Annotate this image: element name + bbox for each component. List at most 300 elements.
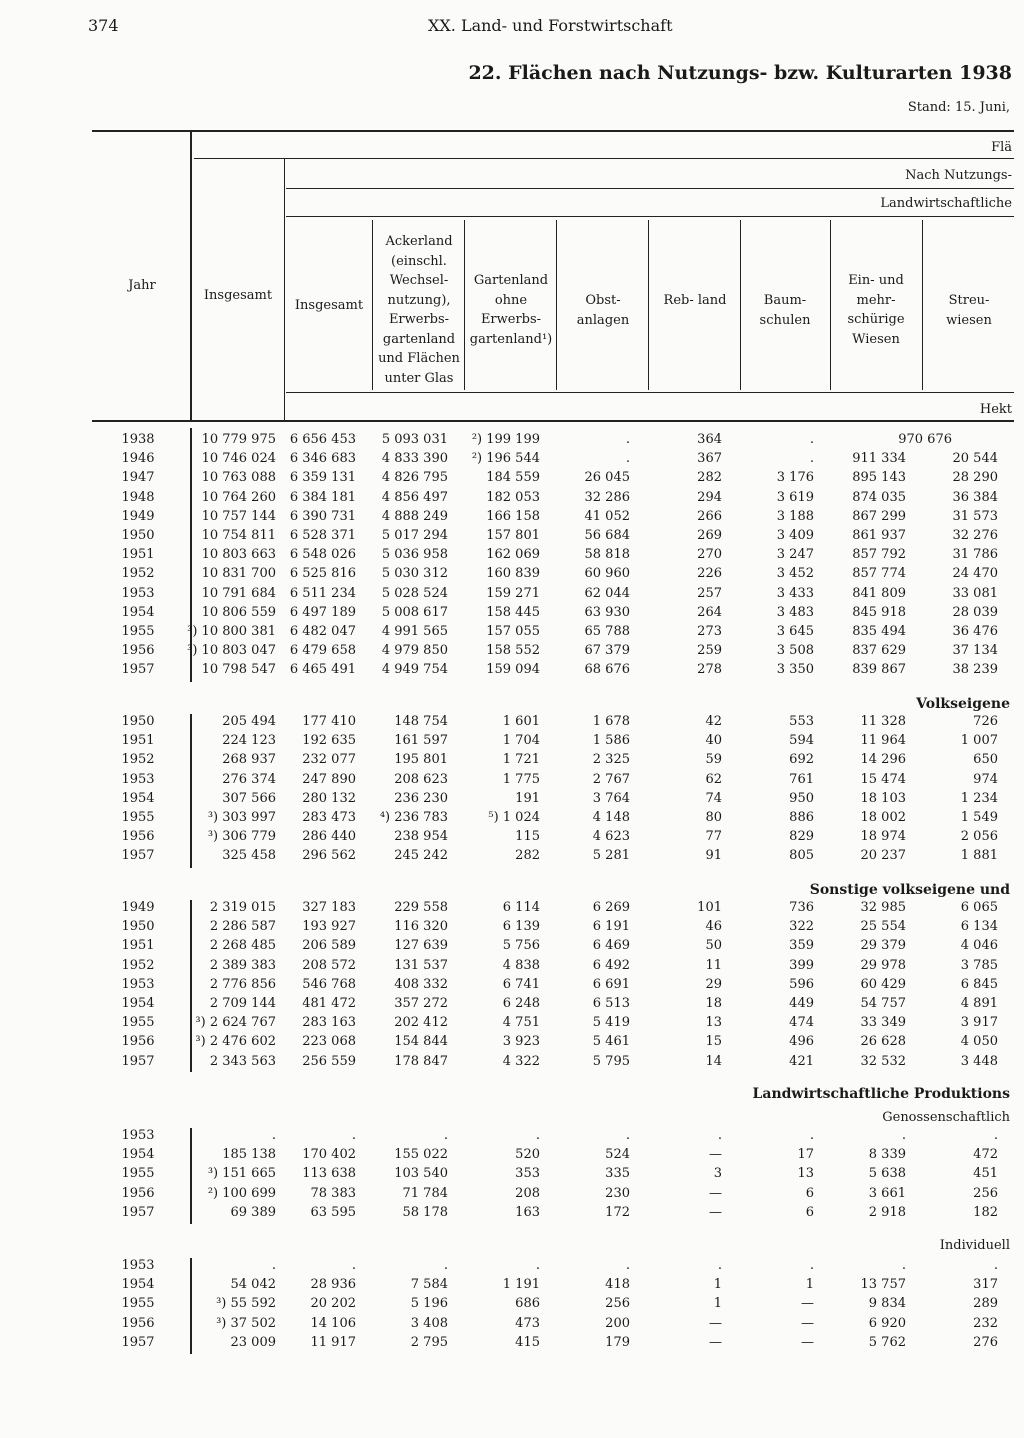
table-row bbox=[0, 624, 1024, 643]
chapter-title: XX. Land- und Forstwirtschaft bbox=[428, 16, 673, 35]
cell-obst: 56 684 bbox=[584, 528, 630, 543]
cell-year: 1956 bbox=[121, 1185, 155, 1201]
cell-year: 1954 bbox=[121, 790, 155, 806]
cell-baum: 474 bbox=[789, 1015, 814, 1031]
cell-streu: 3 785 bbox=[960, 957, 998, 973]
cell-baum: . bbox=[809, 451, 814, 467]
header-divider-4 bbox=[648, 220, 649, 390]
cell-streu: . bbox=[993, 1258, 998, 1273]
cell-wiesen: 867 299 bbox=[852, 508, 906, 524]
header-divider-1 bbox=[372, 220, 373, 390]
cell-reb: 273 bbox=[697, 624, 722, 639]
table-row bbox=[0, 432, 1024, 451]
cell-total: . bbox=[271, 1128, 276, 1143]
cell-year: 1947 bbox=[121, 470, 155, 486]
cell-acker: 116 320 bbox=[394, 919, 448, 935]
cell-acker: 245 242 bbox=[394, 848, 448, 864]
col-head-obstanlagen: Obst- anlagen bbox=[576, 293, 630, 328]
cell-baum: 886 bbox=[789, 810, 814, 825]
cell-streu: 33 081 bbox=[952, 585, 998, 601]
cell-wiesen: 13 757 bbox=[860, 1277, 906, 1293]
cell-total: 224 123 bbox=[222, 733, 276, 749]
cell-wiesen: 29 978 bbox=[860, 957, 906, 973]
cell-streu: 472 bbox=[973, 1147, 998, 1163]
cell-reb: — bbox=[709, 1315, 722, 1331]
cell-wiesen: 857 774 bbox=[852, 566, 906, 582]
cell-total: 2 286 587 bbox=[209, 919, 276, 935]
cell-lw: 193 927 bbox=[302, 919, 356, 935]
cell-wiesen: 26 628 bbox=[860, 1034, 906, 1050]
cell-reb: 3 bbox=[713, 1166, 722, 1182]
cell-obst: 26 045 bbox=[584, 470, 630, 486]
cell-acker: 4 856 497 bbox=[381, 489, 448, 505]
cell-streu: 232 bbox=[973, 1315, 998, 1331]
cell-streu: 4 046 bbox=[960, 938, 998, 954]
table-row bbox=[0, 1186, 1024, 1205]
cell-baum: 359 bbox=[789, 938, 814, 954]
cell-acker: 127 639 bbox=[394, 938, 448, 954]
cell-obst: 63 930 bbox=[584, 604, 630, 620]
cell-wiesen: 911 334 bbox=[852, 451, 906, 467]
cell-lw: 6 511 234 bbox=[289, 585, 356, 601]
table-row bbox=[0, 470, 1024, 489]
table-row bbox=[0, 451, 1024, 470]
cell-total: . bbox=[271, 1258, 276, 1273]
cell-garten: 1 721 bbox=[502, 752, 540, 768]
cell-acker: 4 826 795 bbox=[381, 470, 448, 486]
cell-wiesen: 839 867 bbox=[852, 662, 906, 678]
cell-garten: 158 445 bbox=[486, 604, 540, 620]
cell-year: 1957 bbox=[121, 1334, 155, 1350]
cell-streu: 276 bbox=[973, 1334, 998, 1350]
cell-obst: 335 bbox=[605, 1166, 630, 1182]
cell-reb: 14 bbox=[705, 1053, 722, 1069]
cell-obst: 68 676 bbox=[584, 662, 630, 678]
cell-reb: 80 bbox=[705, 810, 722, 825]
cell-year: 1952 bbox=[121, 566, 155, 582]
table-row bbox=[0, 977, 1024, 996]
cell-garten: 1 191 bbox=[502, 1277, 540, 1293]
table-row bbox=[0, 733, 1024, 752]
cell-reb: 13 bbox=[705, 1015, 722, 1031]
cell-obst: 62 044 bbox=[584, 585, 630, 601]
cell-wiesen: 861 937 bbox=[852, 528, 906, 543]
cell-acker: . bbox=[443, 1128, 448, 1143]
cell-baum: 3 645 bbox=[776, 624, 814, 639]
section-subtitle-individuell: Individuell bbox=[939, 1238, 1010, 1253]
cell-total: 10 791 684 bbox=[201, 585, 276, 601]
cell-reb: 101 bbox=[697, 900, 722, 915]
cell-baum: 3 508 bbox=[776, 643, 814, 659]
section-title-volkseigene: Volkseigene bbox=[916, 696, 1010, 712]
cell-wiesen: 857 792 bbox=[852, 547, 906, 563]
cell-baum: . bbox=[809, 432, 814, 447]
cell-total: ³) 303 997 bbox=[207, 810, 276, 825]
cell-reb: 77 bbox=[705, 829, 722, 845]
cell-acker: 3 408 bbox=[410, 1315, 448, 1331]
cell-lw: 63 595 bbox=[310, 1204, 356, 1220]
cell-baum: 13 bbox=[797, 1166, 814, 1182]
cell-year: 1957 bbox=[121, 1053, 155, 1069]
cell-lw: 6 359 131 bbox=[289, 470, 356, 486]
cell-obst: 200 bbox=[605, 1315, 630, 1331]
table-row bbox=[0, 1316, 1024, 1335]
section-title-sonstige: Sonstige volkseigene und bbox=[809, 882, 1010, 898]
section-title-lpg: Landwirtschaftliche Produktions bbox=[752, 1086, 1010, 1102]
cell-year: 1955 bbox=[121, 1166, 155, 1182]
cell-year: 1956 bbox=[121, 829, 155, 845]
header-rule-flaeche bbox=[194, 158, 1014, 159]
cell-lw: 6 525 816 bbox=[289, 566, 356, 582]
cell-lw: 6 384 181 bbox=[289, 489, 356, 505]
cell-lw: 6 346 683 bbox=[289, 451, 356, 467]
cell-year: 1948 bbox=[121, 489, 155, 505]
cell-garten: 184 559 bbox=[486, 470, 540, 486]
cell-total: 2 319 015 bbox=[209, 900, 276, 915]
cell-wiesen: 18 103 bbox=[860, 790, 906, 806]
cell-acker: 4 991 565 bbox=[381, 624, 448, 639]
cell-baum: 553 bbox=[789, 714, 814, 729]
cell-wiesen: 32 532 bbox=[860, 1053, 906, 1069]
cell-obst: 6 469 bbox=[592, 938, 630, 954]
cell-total: 325 458 bbox=[222, 848, 276, 864]
table-title: 22. Flächen nach Nutzungs- bzw. Kulturarten 1938 bbox=[468, 62, 1012, 84]
cell-year: 1951 bbox=[121, 547, 155, 563]
cell-acker: 238 954 bbox=[394, 829, 448, 845]
cell-baum: 3 350 bbox=[776, 662, 814, 678]
cell-reb: 270 bbox=[697, 547, 722, 563]
cell-streu: 451 bbox=[973, 1166, 998, 1182]
group-landw: Landwirtschaftliche bbox=[880, 196, 1012, 211]
cell-year: 1950 bbox=[121, 714, 155, 729]
cell-wiesen: . bbox=[901, 1128, 906, 1143]
cell-year: 1955 bbox=[121, 1015, 155, 1031]
cell-lw: 206 589 bbox=[302, 938, 356, 954]
cell-total: ³) 55 592 bbox=[216, 1296, 276, 1312]
cell-acker: 4 979 850 bbox=[381, 643, 448, 659]
cell-obst: 58 818 bbox=[584, 547, 630, 563]
cell-wiesen: 3 661 bbox=[868, 1185, 906, 1201]
cell-garten: 1 704 bbox=[502, 733, 540, 749]
cell-baum: 829 bbox=[789, 829, 814, 845]
cell-wiesen: . bbox=[901, 1258, 906, 1273]
cell-wiesen: 25 554 bbox=[860, 919, 906, 935]
cell-baum: 17 bbox=[797, 1147, 814, 1163]
cell-acker: 5 028 524 bbox=[381, 585, 448, 601]
cell-lw: 283 473 bbox=[302, 810, 356, 825]
cell-wiesen: 54 757 bbox=[860, 996, 906, 1011]
cell-obst: . bbox=[625, 1128, 630, 1143]
cell-reb: — bbox=[709, 1204, 722, 1220]
table-row bbox=[0, 509, 1024, 528]
header-divider-5 bbox=[740, 220, 741, 390]
cell-wiesen: 837 629 bbox=[852, 643, 906, 659]
cell-reb: 40 bbox=[705, 733, 722, 749]
cell-acker: 208 623 bbox=[394, 771, 448, 787]
cell-garten: 1 601 bbox=[502, 714, 540, 729]
cell-year: 1951 bbox=[121, 733, 155, 749]
table-row bbox=[0, 938, 1024, 957]
cell-streu: 3 448 bbox=[960, 1053, 998, 1069]
cell-obst: 418 bbox=[605, 1277, 630, 1293]
cell-obst: 4 623 bbox=[592, 829, 630, 845]
cell-baum: 594 bbox=[789, 733, 814, 749]
header-divider-jahr bbox=[190, 130, 192, 420]
cell-obst: 6 691 bbox=[592, 976, 630, 992]
cell-total: 2 343 563 bbox=[209, 1053, 276, 1069]
cell-garten: 115 bbox=[515, 829, 540, 845]
cell-streu: 974 bbox=[973, 771, 998, 787]
cell-wiesen: 33 349 bbox=[860, 1015, 906, 1031]
cell-acker: 4 949 754 bbox=[381, 662, 448, 678]
cell-acker: 5 030 312 bbox=[381, 566, 448, 582]
cell-reb: 59 bbox=[705, 752, 722, 768]
cell-streu: 36 384 bbox=[952, 489, 998, 505]
cell-acker: . bbox=[443, 1258, 448, 1273]
cell-year: 1954 bbox=[121, 996, 155, 1011]
cell-acker: 148 754 bbox=[394, 714, 448, 729]
cell-total: ³) 10 803 047 bbox=[187, 643, 276, 659]
cell-acker: 178 847 bbox=[394, 1053, 448, 1069]
cell-reb: 1 bbox=[713, 1296, 722, 1312]
cell-garten: 4 322 bbox=[502, 1053, 540, 1069]
cell-baum: 3 247 bbox=[776, 547, 814, 563]
table-row bbox=[0, 547, 1024, 566]
cell-streu: 20 544 bbox=[952, 451, 998, 467]
cell-wiesen: 32 985 bbox=[860, 900, 906, 915]
cell-total: 10 798 547 bbox=[201, 662, 276, 678]
header-bottom-rule bbox=[92, 420, 1014, 422]
group-nutzung: Nach Nutzungs- bbox=[905, 168, 1012, 183]
cell-garten: ²) 199 199 bbox=[471, 432, 540, 447]
cell-acker: 155 022 bbox=[394, 1147, 448, 1163]
cell-acker: 202 412 bbox=[394, 1015, 448, 1031]
cell-reb: 29 bbox=[705, 976, 722, 992]
table-row bbox=[0, 566, 1024, 585]
cell-lw: 546 768 bbox=[302, 976, 356, 992]
cell-baum: 761 bbox=[789, 771, 814, 787]
cell-streu: 24 470 bbox=[952, 566, 998, 582]
cell-year: 1957 bbox=[121, 1204, 155, 1220]
cell-acker: 4 833 390 bbox=[381, 451, 448, 467]
cell-reb: 257 bbox=[697, 585, 722, 601]
cell-total: 268 937 bbox=[222, 752, 276, 768]
cell-year: 1953 bbox=[121, 1128, 155, 1143]
cell-year: 1946 bbox=[121, 451, 155, 467]
cell-baum: 3 452 bbox=[776, 566, 814, 582]
cell-lw: 481 472 bbox=[302, 996, 356, 1011]
cell-obst: 179 bbox=[605, 1334, 630, 1350]
cell-lw: 170 402 bbox=[302, 1147, 356, 1163]
cell-obst: 1 678 bbox=[592, 714, 630, 729]
cell-baum: 421 bbox=[789, 1053, 814, 1069]
table-row bbox=[0, 1205, 1024, 1224]
cell-garten: 160 839 bbox=[486, 566, 540, 582]
cell-reb: 278 bbox=[697, 662, 722, 678]
cell-baum: 3 176 bbox=[776, 470, 814, 486]
cell-acker: 58 178 bbox=[402, 1204, 448, 1220]
cell-total: 2 776 856 bbox=[209, 976, 276, 992]
cell-reb: 15 bbox=[705, 1034, 722, 1050]
table-row bbox=[0, 752, 1024, 771]
cell-reb: 18 bbox=[705, 996, 722, 1011]
cell-wiesen: 15 474 bbox=[860, 771, 906, 787]
cell-wiesen: 14 296 bbox=[860, 752, 906, 768]
cell-baum: — bbox=[801, 1315, 814, 1331]
cell-lw: 6 390 731 bbox=[289, 508, 356, 524]
cell-baum: 322 bbox=[789, 919, 814, 935]
cell-obst: . bbox=[625, 1258, 630, 1273]
col-head-streuwiesen: Streu- wiesen bbox=[946, 293, 992, 328]
cell-reb: 367 bbox=[697, 451, 722, 467]
section-subtitle-genossenschaftlich: Genossenschaftlich bbox=[882, 1110, 1010, 1125]
cell-baum: 3 433 bbox=[776, 585, 814, 601]
cell-baum: 736 bbox=[789, 900, 814, 915]
cell-wiesen: 5 638 bbox=[868, 1166, 906, 1182]
cell-total: ³) 10 800 381 bbox=[187, 624, 276, 639]
cell-total: ³) 306 779 bbox=[207, 829, 276, 845]
cell-lw: 6 465 491 bbox=[289, 662, 356, 678]
cell-obst: 5 419 bbox=[592, 1015, 630, 1031]
cell-lw: 28 936 bbox=[310, 1277, 356, 1293]
cell-baum: 3 188 bbox=[776, 508, 814, 524]
cell-wiesen: 18 974 bbox=[860, 829, 906, 845]
cell-total: ³) 151 665 bbox=[207, 1166, 276, 1182]
table-row bbox=[0, 1128, 1024, 1147]
cell-year: 1955 bbox=[121, 810, 155, 825]
cell-garten: 1 775 bbox=[502, 771, 540, 787]
cell-total: 10 764 260 bbox=[201, 489, 276, 505]
cell-streu: 28 290 bbox=[952, 470, 998, 486]
cell-total: 10 803 663 bbox=[201, 547, 276, 563]
cell-baum: — bbox=[801, 1296, 814, 1312]
cell-baum: 449 bbox=[789, 996, 814, 1011]
cell-reb: — bbox=[709, 1147, 722, 1163]
group-flaeche: Flä bbox=[991, 140, 1012, 155]
cell-total: 10 746 024 bbox=[201, 451, 276, 467]
cell-lw: 6 528 371 bbox=[289, 528, 356, 543]
table-row bbox=[0, 528, 1024, 547]
cell-year: 1954 bbox=[121, 1277, 155, 1293]
cell-baum: 1 bbox=[805, 1277, 814, 1293]
cell-garten: . bbox=[535, 1128, 540, 1143]
cell-reb: 264 bbox=[697, 604, 722, 620]
cell-streu: 6 065 bbox=[960, 900, 998, 915]
cell-total: ³) 37 502 bbox=[216, 1315, 276, 1331]
cell-lw: 78 383 bbox=[310, 1185, 356, 1201]
cell-year: 1956 bbox=[121, 643, 155, 659]
cell-lw: . bbox=[351, 1128, 356, 1143]
cell-total: 10 757 144 bbox=[201, 508, 276, 524]
cell-baum: 692 bbox=[789, 752, 814, 768]
cell-acker: 71 784 bbox=[402, 1185, 448, 1201]
cell-garten: . bbox=[535, 1258, 540, 1273]
header-rule-landw bbox=[286, 216, 1014, 217]
table-row bbox=[0, 1054, 1024, 1073]
cell-total: 2 389 383 bbox=[209, 957, 276, 973]
page-number: 374 bbox=[88, 16, 119, 35]
cell-garten: ⁵) 1 024 bbox=[488, 810, 540, 825]
col-head-jahr: Jahr bbox=[128, 278, 156, 293]
cell-garten: 520 bbox=[515, 1147, 540, 1163]
cell-wiesen: 60 429 bbox=[860, 976, 906, 992]
header-divider-6 bbox=[830, 220, 831, 390]
cell-streu: . bbox=[993, 1128, 998, 1143]
cell-wiesen: 20 237 bbox=[860, 848, 906, 864]
cell-obst: 41 052 bbox=[584, 508, 630, 524]
cell-obst: 4 148 bbox=[592, 810, 630, 825]
cell-garten: 159 094 bbox=[486, 662, 540, 678]
cell-year: 1953 bbox=[121, 1258, 155, 1273]
table-row bbox=[0, 1335, 1024, 1354]
cell-year: 1955 bbox=[121, 1296, 155, 1312]
table-row bbox=[0, 958, 1024, 977]
table-row bbox=[0, 829, 1024, 848]
cell-baum: . bbox=[809, 1128, 814, 1143]
cell-streu: 4 050 bbox=[960, 1034, 998, 1050]
table-row bbox=[0, 848, 1024, 867]
cell-wiesen: 6 920 bbox=[868, 1315, 906, 1331]
cell-acker: 5 017 294 bbox=[381, 528, 448, 543]
cell-reb: 1 bbox=[713, 1277, 722, 1293]
cell-reb: 266 bbox=[697, 508, 722, 524]
cell-acker: 5 093 031 bbox=[381, 432, 448, 447]
cell-reb: 364 bbox=[697, 432, 722, 447]
cell-lw: 247 890 bbox=[302, 771, 356, 787]
cell-lw: 6 497 189 bbox=[289, 604, 356, 620]
cell-obst: 6 191 bbox=[592, 919, 630, 935]
cell-lw: 327 183 bbox=[302, 900, 356, 915]
cell-baum: 950 bbox=[789, 790, 814, 806]
cell-acker: 5 196 bbox=[410, 1296, 448, 1312]
table-row bbox=[0, 1015, 1024, 1034]
header-top-rule bbox=[92, 130, 1014, 132]
cell-obst: 6 513 bbox=[592, 996, 630, 1011]
cell-lw: 6 548 026 bbox=[289, 547, 356, 563]
cell-acker: 2 795 bbox=[410, 1334, 448, 1350]
cell-lw: 6 482 047 bbox=[289, 624, 356, 639]
cell-obst: 230 bbox=[605, 1185, 630, 1201]
cell-lw: 286 440 bbox=[302, 829, 356, 845]
cell-total: 185 138 bbox=[222, 1147, 276, 1163]
cell-garten: 182 053 bbox=[486, 489, 540, 505]
stand-date: Stand: 15. Juni, bbox=[907, 100, 1010, 115]
cell-streu: 37 134 bbox=[952, 643, 998, 659]
cell-reb: 74 bbox=[705, 790, 722, 806]
cell-wiesen: 11 328 bbox=[860, 714, 906, 729]
cell-garten: 686 bbox=[515, 1296, 540, 1312]
cell-total: 69 389 bbox=[230, 1204, 276, 1220]
cell-reb: 226 bbox=[697, 566, 722, 582]
cell-wiesen: 5 762 bbox=[868, 1334, 906, 1350]
cell-total: 10 754 811 bbox=[201, 528, 276, 543]
cell-total: 10 779 975 bbox=[201, 432, 276, 447]
table-row bbox=[0, 1034, 1024, 1053]
cell-lw: 6 479 658 bbox=[289, 643, 356, 659]
cell-wiesen: 895 143 bbox=[852, 470, 906, 486]
cell-streu: 38 239 bbox=[952, 662, 998, 678]
cell-garten: 191 bbox=[515, 790, 540, 806]
cell-garten: 282 bbox=[515, 848, 540, 864]
cell-streu: 28 039 bbox=[952, 604, 998, 620]
cell-wiesen: 835 494 bbox=[852, 624, 906, 639]
cell-garten: ²) 196 544 bbox=[471, 451, 540, 467]
cell-year: 1953 bbox=[121, 976, 155, 992]
cell-year: 1952 bbox=[121, 752, 155, 768]
cell-total: ²) 100 699 bbox=[207, 1185, 276, 1201]
cell-baum: 6 bbox=[805, 1185, 814, 1201]
cell-obst: 5 461 bbox=[592, 1034, 630, 1050]
